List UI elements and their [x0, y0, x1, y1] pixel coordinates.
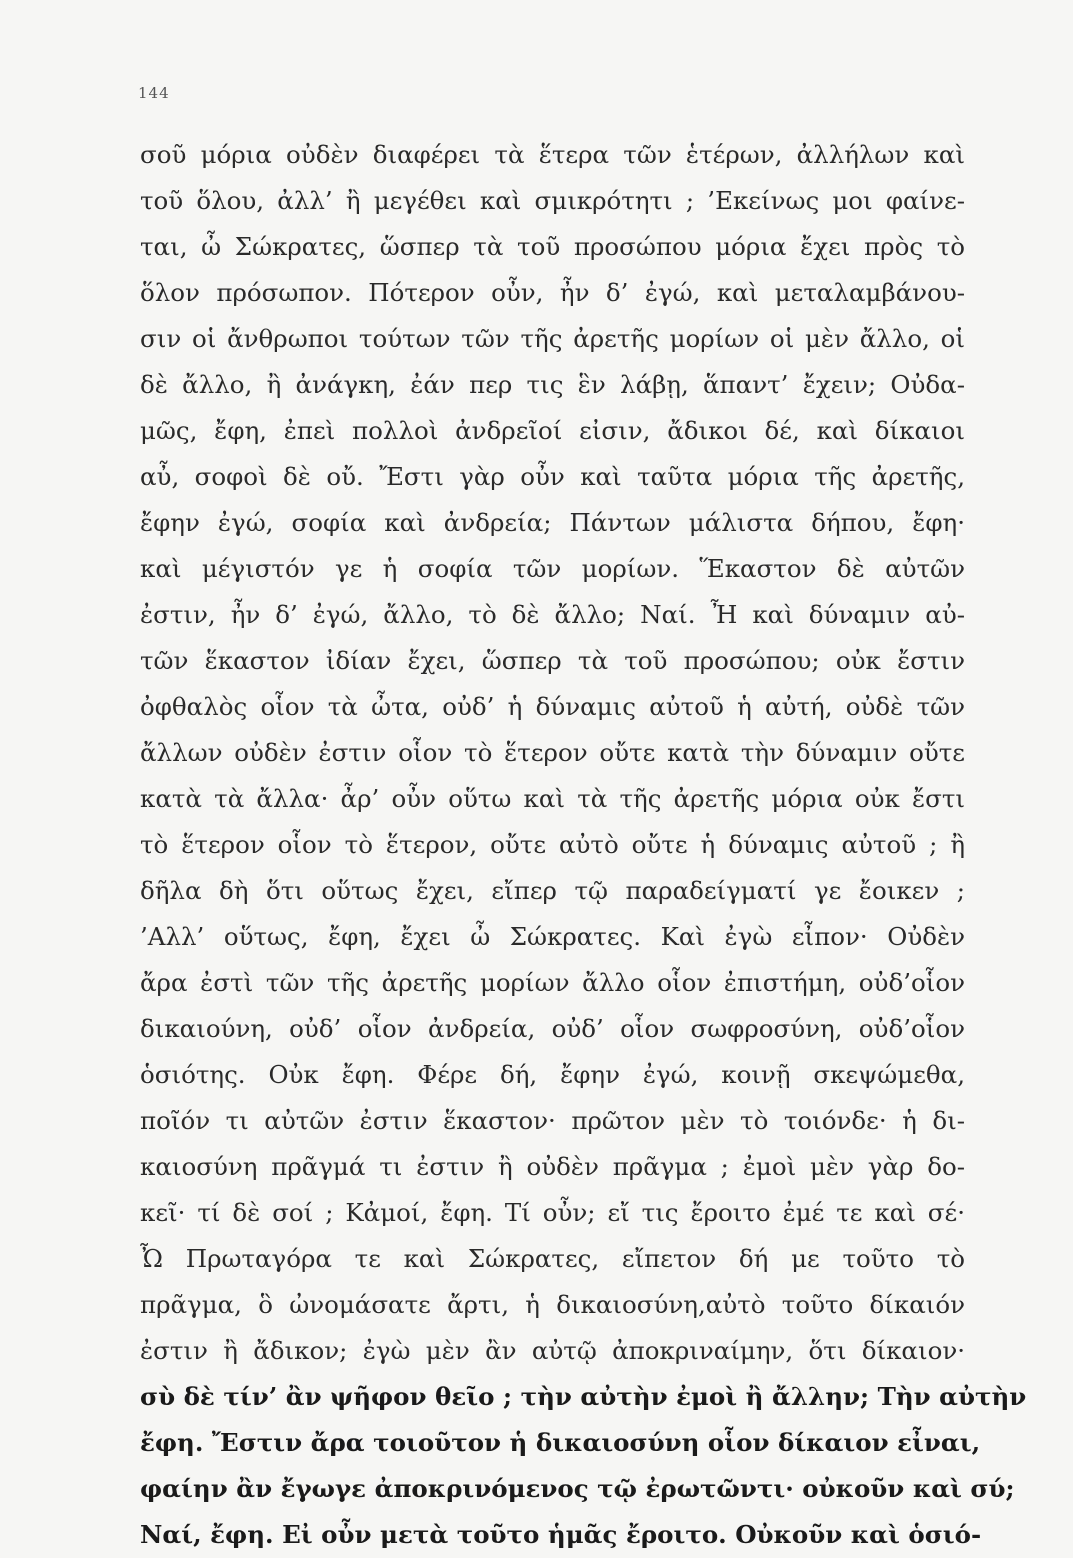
text-line: φαίην ἂν ἔγωγε ἀποκρινόμενος τῷ ἐρωτῶντι· οὐκοῦν καὶ σύ;	[140, 1474, 1015, 1503]
text-line: μῶς, ἔφη, ἐπεὶ πολλοὶ ἀνδρεῖοί εἰσιν, ἄδικοι δέ, καὶ δίκαιοι	[140, 416, 965, 445]
text-line: σιν οἱ ἄνθρωποι τούτων τῶν τῆς ἀρετῆς μορίων οἱ μὲν ἄλλο, οἱ	[140, 324, 965, 353]
text-line: ὀφθαλὸς οἷον τὰ ὦτα, οὐδ’ ἡ δύναμις αὐτοῦ ἡ αὐτή, οὐδὲ τῶν	[140, 692, 965, 721]
body-text	[140, 132, 1027, 1558]
text-line: Ὦ Πρωταγόρα τε καὶ Σώκρατες, εἴπετον δή με τοῦτο τὸ	[140, 1244, 965, 1273]
text-line: Ναί, ἔφη. Εἰ οὖν μετὰ τοῦτο ἡμᾶς ἔροιτο. Οὐκοῦν καὶ ὁσιό-	[140, 1520, 982, 1549]
text-line: σοῦ μόρια οὐδὲν διαφέρει τὰ ἕτερα τῶν ἑτέρων, ἀλλήλων καὶ	[140, 140, 965, 169]
text-line: καιοσύνη πρᾶγμά τι ἐστιν ἢ οὐδὲν πρᾶγμα ; ἐμοὶ μὲν γὰρ δο-	[140, 1152, 965, 1181]
text-line: ποῖόν τι αὐτῶν ἐστιν ἕκαστον· πρῶτον μὲν τὸ τοιόνδε· ἡ δι-	[140, 1106, 965, 1135]
text-line: ἔφην ἐγώ, σοφία καὶ ἀνδρεία; Πάντων μάλιστα δήπου, ἔφη·	[140, 508, 965, 537]
text-line: ἄρα ἐστὶ τῶν τῆς ἀρετῆς μορίων ἄλλο οἷον ἐπιστήμη, οὐδ’οἷον	[140, 968, 965, 997]
text-line: καὶ μέγιστόν γε ἡ σοφία τῶν μορίων. Ἕκαστον δὲ αὐτῶν	[140, 554, 965, 583]
text-line: ὁσιότης. Οὐκ ἔφη. Φέρε δή, ἔφην ἐγώ, κοινῇ σκεψώμεθα,	[140, 1060, 965, 1089]
text-line: ἔφη. Ἔστιν ἄρα τοιοῦτον ἡ δικαιοσύνη οἷον δίκαιον εἶναι,	[140, 1428, 981, 1457]
text-line: δικαιούνη, οὐδ’ οἷον ἀνδρεία, οὐδ’ οἷον σωφροσύνη, οὐδ’οἷον	[140, 1014, 965, 1043]
text-line: ται, ὦ Σώκρατες, ὥσπερ τὰ τοῦ προσώπου μόρια ἔχει πρὸς τὸ	[140, 232, 965, 261]
page-number: 144	[138, 84, 170, 102]
text-line: τὸ ἕτερον οἷον τὸ ἕτερον, οὔτε αὐτὸ οὔτε ἡ δύναμις αὐτοῦ ; ἢ	[140, 830, 965, 859]
text-line: κεῖ· τί δὲ σοί ; Κἀμοί, ἔφη. Τί οὖν; εἴ τις ἔροιτο ἐμέ τε καὶ σέ·	[140, 1198, 965, 1227]
text-line: κατὰ τὰ ἄλλα· ἆρ’ οὖν οὕτω καὶ τὰ τῆς ἀρετῆς μόρια οὐκ ἔστι	[140, 784, 965, 813]
text-line: τῶν ἕκαστον ἰδίαν ἔχει, ὥσπερ τὰ τοῦ προσώπου; οὐκ ἔστιν	[140, 646, 965, 675]
text-line: πρᾶγμα, ὃ ὠνομάσατε ἄρτι, ἡ δικαιοσύνη,αὐτὸ τοῦτο δίκαιόν	[140, 1290, 965, 1319]
text-line: ἐστιν ἢ ἄδικον; ἐγὼ μὲν ἂν αὐτῷ ἀποκριναίμην, ὅτι δίκαιον·	[140, 1336, 965, 1365]
text-line: αὖ, σοφοὶ δὲ οὔ. Ἔστι γὰρ οὖν καὶ ταῦτα μόρια τῆς ἀρετῆς,	[140, 462, 965, 491]
text-line: σὺ δὲ τίν’ ἂν ψῆφον θεῖο ; τὴν αὐτὴν ἐμοὶ ἢ ἄλλην; Τὴν αὐτὴν	[140, 1382, 1027, 1411]
text-line: ὅλον πρόσωπον. Πότερον οὖν, ἦν δ’ ἐγώ, καὶ μεταλαμβάνου-	[140, 278, 965, 307]
text-line: δὲ ἄλλο, ἢ ἀνάγκη, ἐάν περ τις ἓν λάβῃ, ἅπαντ’ ἔχειν; Οὐδα-	[140, 370, 965, 399]
text-line: ἐστιν, ἦν δ’ ἐγώ, ἄλλο, τὸ δὲ ἄλλο; Ναί. Ἦ καὶ δύναμιν αὐ-	[140, 600, 965, 629]
text-line: τοῦ ὅλου, ἀλλ’ ἢ μεγέθει καὶ σμικρότητι ; ’Εκείνως μοι φαίνε-	[140, 186, 965, 215]
text-line: ’Αλλ’ οὕτως, ἔφη, ἔχει ὦ Σώκρατες. Καὶ ἐγὼ εἶπον· Οὐδὲν	[140, 922, 965, 951]
text-line: δῆλα δὴ ὅτι οὕτως ἔχει, εἴπερ τῷ παραδείγματί γε ἔοικεν ;	[140, 876, 965, 905]
text-line: ἄλλων οὐδὲν ἐστιν οἷον τὸ ἕτερον οὔτε κατὰ τὴν δύναμιν οὔτε	[140, 738, 965, 767]
